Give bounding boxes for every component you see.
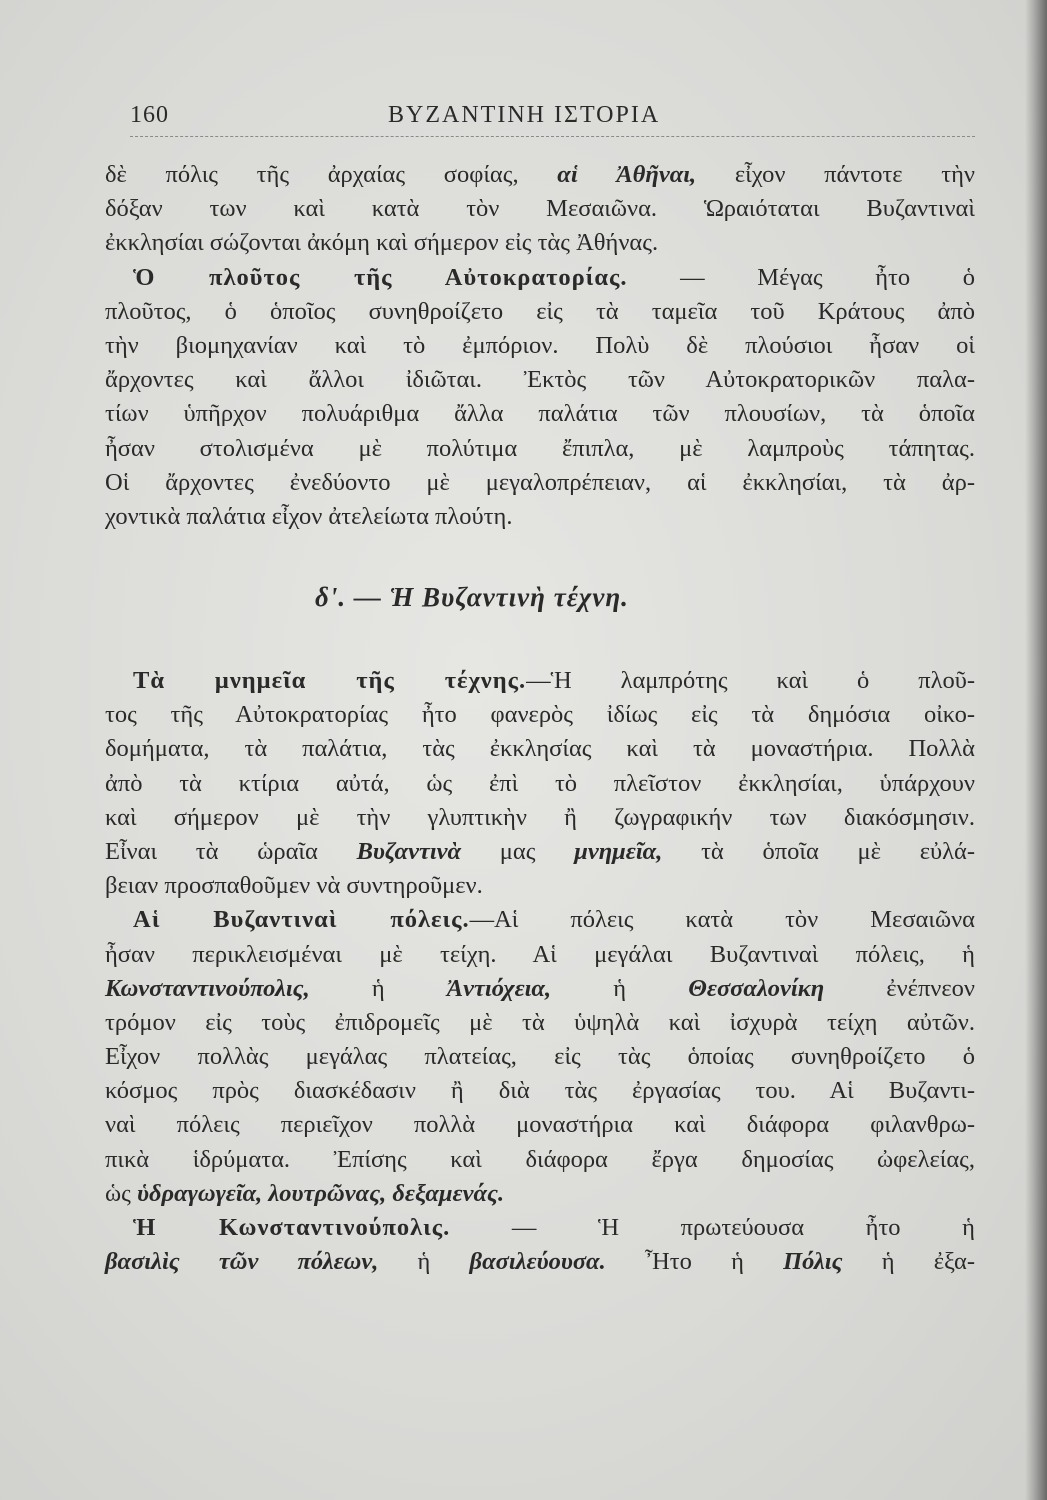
text-line: ἦσαν στολισμένα μὲ πολύτιμα ἔπιπλα, μὲ λαμπροὺς τάπητας. [105,434,975,462]
emphasis: Ἀντιόχεια, [446,974,552,1002]
paragraph-heading: Αἱ Βυζαντιναὶ πόλεις. [133,906,470,934]
emphasis: Θεσσαλονίκη [688,974,825,1002]
text-line: ναὶ πόλεις περιεῖχον πολλὰ μοναστήρια καὶ διάφορα φιλανθρω- [105,1111,975,1139]
emphasis: βασιλεύουσα. [469,1248,606,1276]
text-block-bottom [105,664,975,1279]
text-line: τίων ὑπῆρχον πολυάριθμα ἄλλα παλάτια τῶν πλουσίων, τὰ ὁποῖα [105,400,975,428]
text-line: ἄρχοντες καὶ ἄλλοι ἰδιῶται. Ἐκτὸς τῶν Αὐτοκρατορικῶν παλα- [105,366,975,394]
text-line: Τὰ μνημεῖα τῆς τέχνης.—Ἡ λαμπρότης καὶ ὁ πλοῦ- [133,667,975,694]
running-title: ΒΥΖΑΝΤΙΝΗ ΙΣΤΟΡΙΑ [388,102,661,128]
text-line: Οἱ ἄρχοντες ἐνεδύοντο μὲ μεγαλοπρέπειαν, αἱ ἐκκλησίαι, τὰ ἀρ- [105,468,975,496]
text-line: κόσμος πρὸς διασκέδασιν ἢ διὰ τὰς ἐργασίας του. Αἱ Βυζαντι- [105,1077,975,1105]
emphasis: αἱ Ἀθῆναι, [557,161,697,188]
text-block-top [105,158,975,534]
paragraph-heading: Τὰ μνημεῖα τῆς τέχνης. [133,667,527,694]
text-line: ὡς ὑδραγωγεῖα, λουτρῶνας, δεξαμενάς. [105,1179,505,1207]
text-line: Αἱ Βυζαντιναὶ πόλεις.—Αἱ πόλεις κατὰ τὸν Μεσαιῶνα [133,906,975,934]
text-line: τος τῆς Αὐτοκρατορίας ἦτο φανερὸς ἰδίως εἰς τὰ δημόσια οἰκο- [105,701,975,729]
emphasis: βασιλὶς τῶν πόλεων, [105,1248,379,1276]
emphasis: μνημεῖα, [574,837,663,865]
text-line: Κωνσταντινούπολις, ἡ Ἀντιόχεια, ἡ Θεσσαλονίκη ἐνέπνεον [105,974,976,1002]
text-line: Ἡ Κωνσταντινούπολις. — Ἡ πρωτεύουσα ἦτο ἡ [133,1214,975,1241]
page-number: 160 [130,102,169,128]
page-header [130,96,975,137]
emphasis: Βυζαντινὰ [356,837,462,865]
text-line: δομήματα, τὰ παλάτια, τὰς ἐκκλησίας καὶ τὰ μοναστήρια. Πολλὰ [105,735,975,763]
text-line: βειαν προσπαθοῦμεν νὰ συντηροῦμεν. [105,872,483,900]
text-line: Εἶναι τὰ ὡραῖα Βυζαντινὰ μας μνημεῖα, τὰ ὁποῖα μὲ εὐλά- [105,837,975,865]
section-title: δ'. — Ἡ Βυζαντινὴ τέχνη. [315,582,629,612]
text-line: δόξαν των καὶ κατὰ τὸν Μεσαιῶνα. Ὡραιόταται Βυζαντιναὶ [105,195,975,223]
emphasis: ὑδραγωγεῖα, λουτρῶνας, δεξαμενάς. [136,1179,505,1207]
text-line: ἀπὸ τὰ κτίρια αὐτά, ὡς ἐπὶ τὸ πλεῖστον ἐκκλησίαι, ὑπάρχουν [105,769,975,797]
text-line: χοντικὰ παλάτια εἶχον ἀτελείωτα πλούτη. [105,502,513,530]
text-line: πλοῦτος, ὁ ὁποῖος συνηθροίζετο εἰς τὰ ταμεῖα τοῦ Κράτους ἀπὸ [105,297,975,325]
emphasis: Κωνσταντινούπολις, [105,974,310,1002]
book-spine-shadow [1025,0,1047,1500]
text-line: τρόμον εἰς τοὺς ἐπιδρομεῖς μὲ τὰ ὑψηλὰ καὶ ἰσχυρὰ τείχη αὐτῶν. [105,1008,975,1036]
text-line: δὲ πόλις τῆς ἀρχαίας σοφίας, αἱ Ἀθῆναι, εἶχον πάντοτε τὴν [105,161,975,188]
text-line: ἐκκλησίαι σώζονται ἀκόμη καὶ σήμερον εἰς τὰς Ἀθήνας. [105,229,659,257]
text-line: καὶ σήμερον μὲ τὴν γλυπτικὴν ἢ ζωγραφικήν των διακόσμησιν. [105,803,975,831]
paragraph-heading: Ἡ Κωνσταντινούπολις. [133,1214,451,1241]
text-line: πικὰ ἱδρύματα. Ἐπίσης καὶ διάφορα ἔργα δημοσίας ὠφελείας, [105,1145,975,1173]
paragraph-heading: Ὁ πλοῦτος τῆς Αὐτοκρατορίας. [133,263,628,291]
text-line: τὴν βιομηχανίαν καὶ τὸ ἐμπόριον. Πολὺ δὲ πλούσιοι ἦσαν οἱ [105,331,975,359]
text-line: βασιλὶς τῶν πόλεων, ἡ βασιλεύουσα. Ἦτο ἡ Πόλις ἡ ἐξα- [105,1248,975,1276]
text-line: Ὁ πλοῦτος τῆς Αὐτοκρατορίας. — Μέγας ἦτο ὁ [133,263,975,291]
emphasis: Πόλις [783,1248,843,1276]
text-line: ἦσαν περικλεισμέναι μὲ τείχη. Αἱ μεγάλαι Βυζαντιναὶ πόλεις, ἡ [105,940,975,968]
text-line: Εἶχον πολλὰς μεγάλας πλατείας, εἰς τὰς ὁποίας συνηθροίζετο ὁ [105,1043,975,1071]
